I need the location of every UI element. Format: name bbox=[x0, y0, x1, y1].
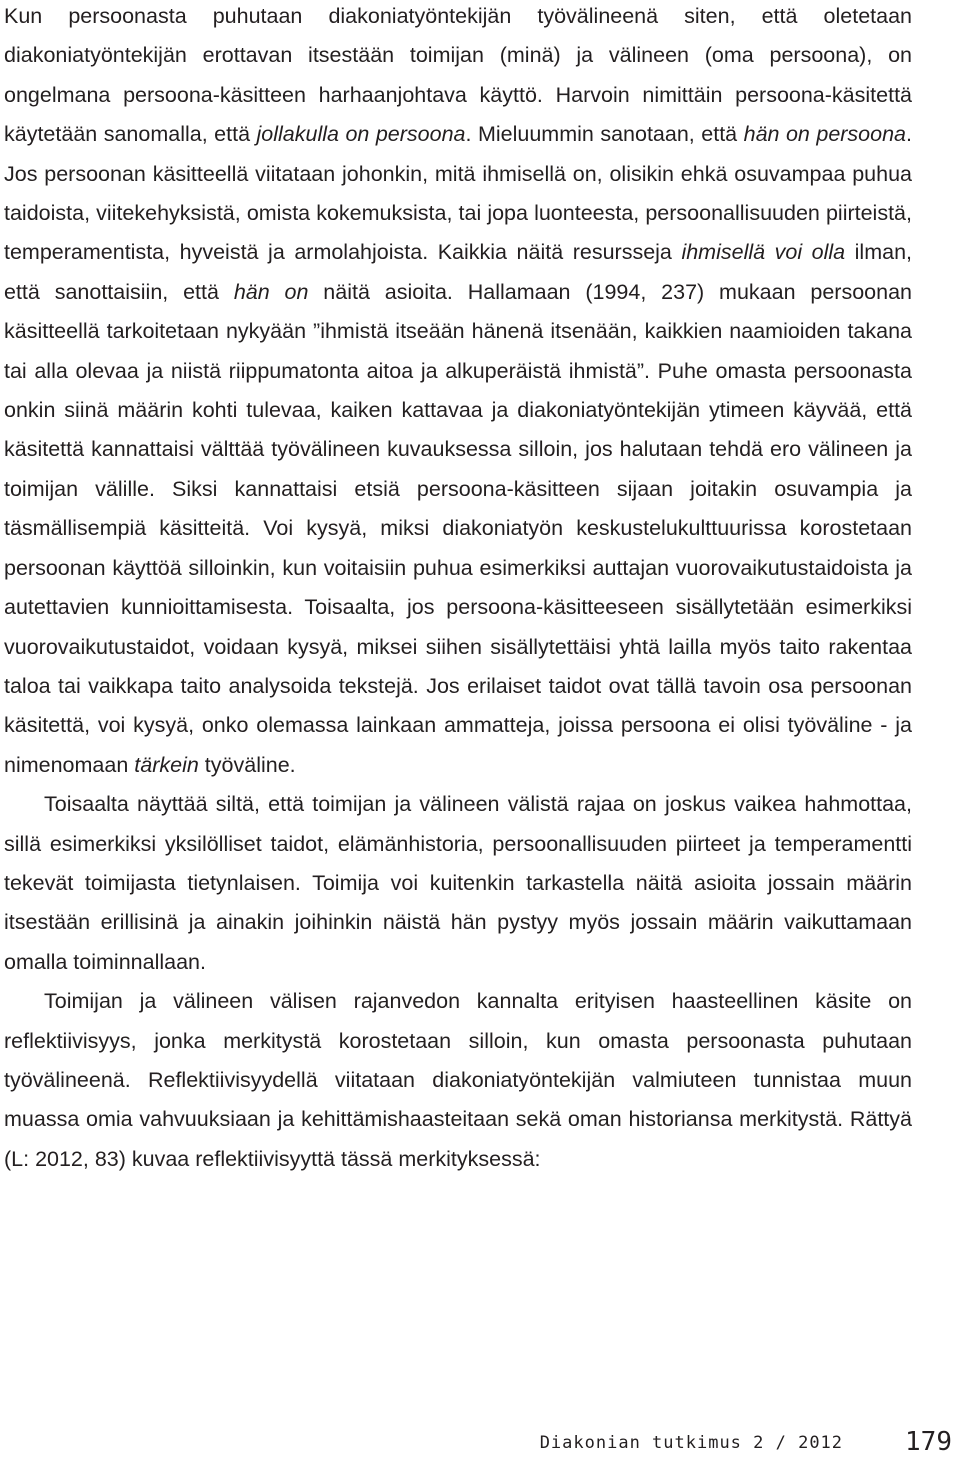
paragraph bbox=[4, 982, 912, 1179]
body-text bbox=[4, 0, 912, 1179]
text-run: Kun persoonasta puhutaan diakoniatyöntekijän työvälineenä siten, että oletetaan diakoniatyöntekijän erottavan itsestään toimijan (minä) ja välineen (oma persoona), on ongelmana persoona-käsitteen harhaanjohtava käyttö. Harvoin nimittäin persoona-käsitettä käytetään sanomalla, että bbox=[4, 4, 912, 147]
text-run: ilman, että sanottaisiin, että bbox=[4, 240, 912, 304]
journal-title: Diakonian tutkimus 2 / 2012 bbox=[539, 1433, 844, 1453]
paragraph bbox=[4, 0, 912, 785]
paragraph bbox=[4, 785, 912, 982]
text-run: työväline. bbox=[198, 752, 296, 777]
document-page bbox=[4, 0, 912, 1179]
emphasis-text: ihmisellä voi olla bbox=[681, 240, 846, 265]
emphasis-text: hän on bbox=[233, 279, 309, 304]
text-run: Toisaalta näyttää siltä, että toimijan ja välineen välistä rajaa on joskus vaikea hahmottaa, sillä esimerkiksi yksilölliset taidot, elämänhistoria, persoonallisuuden piirteet ja temperamentti tekevät toimijasta tietynlaisen. Toimija voi kuitenkin tarkastella näitä asioita jossain määrin itsestään erillisinä ja ainakin joihinkin näistä hän pystyy myös jossain määrin vaikuttamaan omalla toiminnallaan. bbox=[4, 792, 912, 974]
emphasis-text: tärkein bbox=[134, 752, 199, 777]
page-footer bbox=[540, 1426, 952, 1456]
text-run: Toimijan ja välineen välisen rajanvedon kannalta erityisen haasteellinen käsite on reflektiivisyys, jonka merkitystä korostetaan silloin, kun omasta persoonasta puhutaan työvälineenä. Reflektiivisyydellä viitataan diakoniatyöntekijän valmiuteen tunnistaa muun muassa omia vahvuuksiaan ja kehittämishaasteitaan sekä oman historiansa merkitystä. Rättyä (L: 2012, 83) kuvaa reflektiivisyyttä tässä merkityksessä: bbox=[4, 989, 912, 1171]
emphasis-text: jollakulla on persoona bbox=[256, 122, 466, 147]
emphasis-text: hän on persoona bbox=[743, 122, 907, 147]
page-number: 179 bbox=[905, 1427, 952, 1457]
text-run: näitä asioita. Hallamaan (1994, 237) mukaan persoonan käsitteellä tarkoitetaan nykyään ”ihmistä itseään hänenä itsenään, kaikkien naamioiden takana tai alla olevaa ja niistä riippumatonta aitoa ja alkuperäistä ihmistä”. Puhe omasta persoonasta onkin siinä määrin kohti tulevaa, kaiken kattavaa ja diakoniatyöntekijän ytimeen käyvää, että käsitettä kannattaisi välttää työvälineen kuvauksessa silloin, jos halutaan tehdä ero välineen ja toimijan välille. Siksi kannattaisi etsiä persoona-käsitteen sijaan joitakin osuvampia ja täsmällisempiä käsitteitä. Voi kysyä, miksi diakoniatyön keskustelukulttuurissa korostetaan persoonan käyttöä silloinkin, kun voitaisiin puhua esimerkiksi auttajan vuorovaikutustaidoista ja autettavien kunnioittamisesta. Toisaalta, jos persoona-käsitteeseen sisällytetään esimerkiksi vuorovaikutustaidot, voidaan kysyä, miksei siihen sisällytettäisi yhtä lailla myös taito rakentaa taloa tai vaikkapa taito analysoida tekstejä. Jos erilaiset taidot ovat tällä tavoin osa persoonan käsitettä, voi kysyä, onko olemassa lainkaan ammatteja, joissa persoona ei olisi työväline - ja nimenomaan bbox=[4, 279, 912, 777]
text-run: . Jos persoonan käsitteellä viitataan johonkin, mitä ihmisellä on, olisikin ehkä osuvampaa puhua taidoista, viitekehyksistä, omista kokemuksista, tai jopa luonteesta, persoonallisuuden piirteistä, temperamentista, hyveistä ja armolahjoista. Kaikkia näitä resursseja bbox=[4, 122, 912, 265]
text-run: . Mieluummin sanotaan, että bbox=[465, 122, 744, 147]
